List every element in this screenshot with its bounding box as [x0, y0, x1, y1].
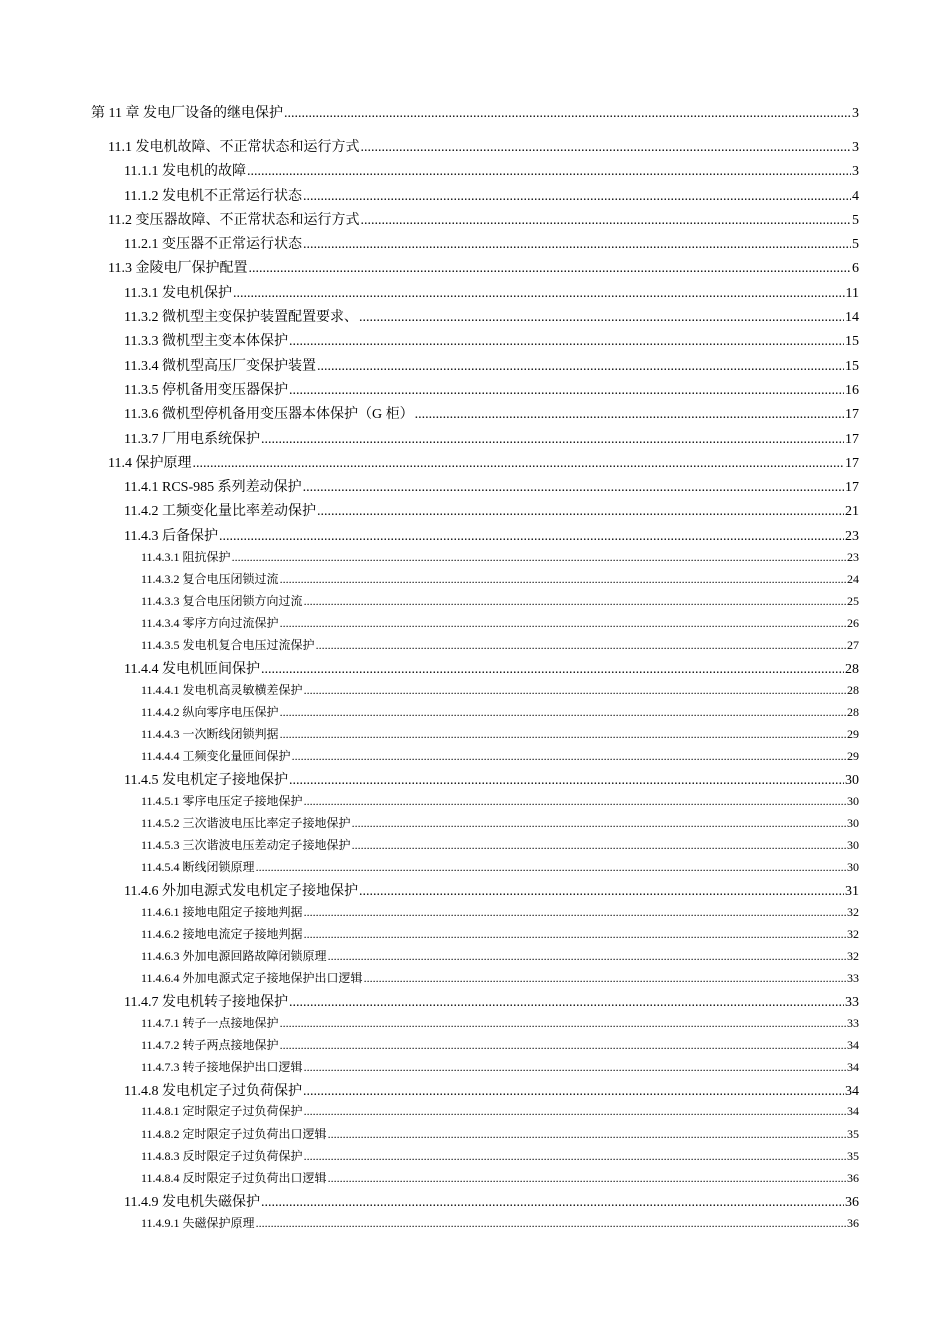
toc-entry-title: 11.4.8.2 定时限定子过负荷出口逻辑 [141, 1127, 327, 1141]
toc-entry[interactable] [141, 969, 859, 986]
toc-entry-page-number: 6 [852, 261, 859, 276]
dot-leader [304, 683, 846, 698]
toc-entry[interactable] [141, 1036, 859, 1053]
toc-entry-page-number: 25 [847, 594, 859, 608]
dot-leader [328, 1171, 846, 1186]
toc-entry-page-number: 30 [847, 860, 859, 874]
toc-entry[interactable] [141, 1147, 859, 1164]
toc-entry-title: 11.4.8.4 反时限定子过负荷出口逻辑 [141, 1171, 327, 1185]
toc-entry[interactable] [108, 136, 859, 156]
toc-entry-title: 11.4.5.3 三次谐波电压差动定子接地保护 [141, 838, 351, 852]
toc-entry[interactable] [124, 306, 859, 326]
dot-leader [256, 1216, 846, 1231]
toc-entry-page-number: 31 [845, 884, 859, 899]
toc-entry-page-number: 28 [847, 705, 859, 719]
toc-entry[interactable] [124, 379, 859, 399]
dot-leader [360, 213, 851, 229]
toc-entry[interactable] [124, 160, 859, 180]
toc-entry[interactable] [124, 233, 859, 253]
toc-entry[interactable] [141, 947, 859, 964]
dot-leader [280, 727, 846, 742]
dot-leader [359, 310, 844, 326]
dot-leader [247, 164, 851, 180]
dot-leader [304, 1104, 846, 1119]
toc-entry-page-number: 15 [845, 359, 859, 374]
toc-entry-title: 11.4.4.2 纵向零序电压保护 [141, 705, 279, 719]
toc-entry-page-number: 34 [847, 1060, 859, 1074]
toc-entry-page-number: 4 [852, 189, 859, 204]
toc-entry[interactable] [124, 991, 859, 1011]
toc-entry-title: 11.4.5 发电机定子接地保护 [124, 773, 288, 788]
toc-entry[interactable] [141, 703, 859, 720]
dot-leader [292, 749, 846, 764]
dot-leader [303, 189, 851, 205]
toc-entry-page-number: 14 [845, 310, 859, 325]
toc-entry-page-number: 17 [845, 407, 859, 422]
toc-entry-title: 11.4.9.1 失磁保护原理 [141, 1216, 255, 1230]
toc-entry-page-number: 32 [847, 927, 859, 941]
toc-entry-title: 11.4.7 发电机转子接地保护 [124, 995, 288, 1010]
dot-leader [304, 594, 846, 609]
toc-entry-title: 11.4.4 发电机匝间保护 [124, 662, 260, 677]
dot-leader [233, 286, 845, 302]
toc-entry-page-number: 17 [845, 432, 859, 447]
toc-entry[interactable] [124, 658, 859, 678]
dot-leader [303, 237, 851, 253]
toc-entry[interactable] [141, 636, 859, 653]
toc-entry[interactable] [141, 1125, 859, 1142]
toc-entry-page-number: 32 [847, 905, 859, 919]
dot-leader [280, 572, 846, 587]
toc-entry[interactable] [141, 592, 859, 609]
dot-leader [317, 359, 844, 375]
dot-leader [280, 1016, 846, 1031]
dot-leader [352, 838, 846, 853]
toc-entry-page-number: 24 [847, 572, 859, 586]
toc-entry-page-number: 34 [845, 1084, 859, 1099]
toc-entry-page-number: 16 [845, 383, 859, 398]
toc-entry[interactable] [124, 525, 859, 545]
toc-entry[interactable] [108, 257, 859, 277]
toc-entry-page-number: 34 [847, 1038, 859, 1052]
toc-entry-title: 11.4.3.3 复合电压闭锁方向过流 [141, 594, 303, 608]
toc-entry-page-number: 32 [847, 949, 859, 963]
toc-entry-page-number: 3 [852, 140, 859, 155]
toc-entry-page-number: 28 [845, 662, 859, 677]
toc-entry-page-number: 17 [845, 480, 859, 495]
toc-entry-title: 11.2.1 变压器不正常运行状态 [124, 237, 302, 252]
toc-entry[interactable] [124, 282, 859, 302]
toc-entry-page-number: 23 [845, 529, 859, 544]
toc-entry-title: 11.4 保护原理 [108, 456, 192, 471]
dot-leader [328, 949, 846, 964]
dot-leader [248, 261, 851, 277]
toc-entry-page-number: 28 [847, 683, 859, 697]
toc-entry-title: 11.3.7 厂用电系统保护 [124, 432, 260, 447]
toc-entry[interactable] [141, 1014, 859, 1031]
toc-entry-title: 11.2 变压器故障、不正常状态和运行方式 [108, 213, 360, 228]
toc-entry-page-number: 27 [847, 638, 859, 652]
toc-entry-title: 11.3.1 发电机保护 [124, 286, 232, 301]
toc-entry-title: 11.4.4.3 一次断线闭锁判据 [141, 727, 279, 741]
toc-entry[interactable] [141, 614, 859, 631]
toc-entry[interactable] [91, 102, 859, 122]
dot-leader [415, 407, 844, 423]
toc-entry-title: 11.3.3 微机型主变本体保护 [124, 334, 288, 349]
toc-entry-title: 11.4.3.4 零序方向过流保护 [141, 616, 279, 630]
toc-entry-page-number: 33 [847, 1016, 859, 1030]
toc-entry-page-number: 5 [852, 237, 859, 252]
toc-entry-page-number: 36 [847, 1216, 859, 1230]
dot-leader [289, 334, 844, 350]
toc-entry-title: 11.4.5.4 断线闭锁原理 [141, 860, 255, 874]
dot-leader [359, 884, 844, 900]
toc-entry-title: 11.4.7.1 转子一点接地保护 [141, 1016, 279, 1030]
dot-leader [352, 816, 846, 831]
toc-entry-title: 11.4.5.2 三次谐波电压比率定子接地保护 [141, 816, 351, 830]
toc-entry[interactable] [108, 452, 859, 472]
dot-leader [304, 927, 846, 942]
toc-entry-page-number: 36 [847, 1171, 859, 1185]
toc-entry-page-number: 30 [845, 773, 859, 788]
toc-entry-page-number: 34 [847, 1104, 859, 1118]
toc-entry-page-number: 33 [845, 995, 859, 1010]
toc-entry-title: 11.4.3.2 复合电压闭锁过流 [141, 572, 279, 586]
dot-leader [289, 773, 844, 789]
toc-entry[interactable] [124, 185, 859, 205]
toc-entry[interactable] [141, 681, 859, 698]
dot-leader [232, 550, 846, 565]
toc-entry-title: 11.4.8.3 反时限定子过负荷保护 [141, 1149, 303, 1163]
dot-leader [261, 432, 844, 448]
toc-entry-title: 11.4.6 外加电源式发电机定子接地保护 [124, 884, 358, 899]
toc-entry-title: 第 11 章 发电厂设备的继电保护 [91, 106, 283, 121]
toc-entry-title: 11.1.2 发电机不正常运行状态 [124, 189, 302, 204]
toc-entry[interactable] [108, 209, 859, 229]
dot-leader [284, 106, 851, 122]
toc-entry-title: 11.4.2 工频变化量比率差动保护 [124, 504, 316, 519]
toc-entry-title: 11.4.6.2 接地电流定子接地判据 [141, 927, 303, 941]
toc-entry[interactable] [141, 925, 859, 942]
dot-leader [261, 662, 844, 678]
toc-entry-title: 11.4.7.3 转子接地保护出口逻辑 [141, 1060, 303, 1074]
toc-entry-title: 11.4.9 发电机失磁保护 [124, 1195, 260, 1210]
toc-entry-title: 11.3.2 微机型主变保护装置配置要求、 [124, 310, 358, 325]
dot-leader [289, 995, 844, 1011]
toc-entry-title: 11.3.6 微机型停机备用变压器本体保护（G 柜） [124, 407, 414, 422]
toc-entry[interactable] [124, 330, 859, 350]
toc-entry-title: 11.3.5 停机备用变压器保护 [124, 383, 288, 398]
toc-entry-page-number: 3 [852, 106, 859, 121]
toc-entry-title: 11.3 金陵电厂保护配置 [108, 261, 248, 276]
toc-entry-page-number: 11 [845, 286, 859, 301]
toc-entry[interactable] [141, 548, 859, 565]
toc-entry[interactable] [124, 500, 859, 520]
dot-leader [316, 638, 846, 653]
toc-entry-title: 11.4.8 发电机定子过负荷保护 [124, 1084, 302, 1099]
toc-entry-page-number: 21 [845, 504, 859, 519]
toc-entry-title: 11.3.4 微机型高压厂变保护装置 [124, 359, 316, 374]
dot-leader [360, 140, 851, 156]
toc-entry[interactable] [141, 725, 859, 742]
dot-leader [304, 1060, 846, 1075]
toc-entry-page-number: 35 [847, 1149, 859, 1163]
toc-entry-title: 11.4.3.1 阻抗保护 [141, 550, 231, 564]
dot-leader [364, 971, 846, 986]
toc-entry-title: 11.1.1 发电机的故障 [124, 164, 246, 179]
toc-entry[interactable] [124, 880, 859, 900]
toc-entry-title: 11.4.8.1 定时限定子过负荷保护 [141, 1104, 303, 1118]
toc-entry-page-number: 3 [852, 164, 859, 179]
toc-entry[interactable] [141, 747, 859, 764]
dot-leader [256, 860, 846, 875]
toc-entry[interactable] [124, 769, 859, 789]
dot-leader [317, 504, 844, 520]
toc-entry-title: 11.4.3 后备保护 [124, 529, 218, 544]
toc-entry-page-number: 30 [847, 816, 859, 830]
toc-entry[interactable] [124, 1191, 859, 1211]
toc-entry-page-number: 33 [847, 971, 859, 985]
dot-leader [304, 905, 846, 920]
toc-entry-title: 11.4.1 RCS-985 系列差动保护 [124, 480, 302, 495]
toc-entry-page-number: 29 [847, 749, 859, 763]
toc-entry[interactable] [141, 570, 859, 587]
toc-entry[interactable] [141, 814, 859, 831]
toc-entry-page-number: 5 [852, 213, 859, 228]
toc-entry[interactable] [141, 1169, 859, 1186]
toc-entry-title: 11.4.4.1 发电机高灵敏横差保护 [141, 683, 303, 697]
dot-leader [280, 1038, 846, 1053]
dot-leader [261, 1195, 844, 1211]
toc-entry-title: 11.4.4.4 工频变化量匝间保护 [141, 749, 291, 763]
dot-leader [280, 705, 846, 720]
dot-leader [303, 1084, 844, 1100]
toc-entry[interactable] [124, 403, 859, 423]
toc-entry[interactable] [141, 1102, 859, 1119]
toc-entry-title: 11.4.5.1 零序电压定子接地保护 [141, 794, 303, 808]
dot-leader [303, 480, 844, 496]
dot-leader [289, 383, 844, 399]
toc-entry-title: 11.4.6.3 外加电源回路故障闭锁原理 [141, 949, 327, 963]
dot-leader [328, 1127, 846, 1142]
toc-entry[interactable] [141, 858, 859, 875]
toc-entry[interactable] [124, 428, 859, 448]
toc-entry[interactable] [141, 836, 859, 853]
dot-leader [280, 616, 846, 631]
toc-entry-page-number: 35 [847, 1127, 859, 1141]
toc-entry[interactable] [141, 903, 859, 920]
toc-entry[interactable] [141, 1058, 859, 1075]
toc-entry-page-number: 36 [845, 1195, 859, 1210]
toc-entry-page-number: 26 [847, 616, 859, 630]
toc-entry-page-number: 29 [847, 727, 859, 741]
dot-leader [304, 1149, 846, 1164]
toc-entry-title: 11.4.3.5 发电机复合电压过流保护 [141, 638, 315, 652]
dot-leader [219, 529, 844, 545]
toc-entry-page-number: 30 [847, 838, 859, 852]
toc-entry[interactable] [141, 792, 859, 809]
toc-entry-page-number: 15 [845, 334, 859, 349]
toc-entry-title: 11.1 发电机故障、不正常状态和运行方式 [108, 140, 360, 155]
toc-entry[interactable] [124, 476, 859, 496]
toc-entry-page-number: 30 [847, 794, 859, 808]
dot-leader [192, 456, 844, 472]
toc-entry-title: 11.4.6.4 外加电源式定子接地保护出口逻辑 [141, 971, 363, 985]
toc-entry-page-number: 23 [847, 550, 859, 564]
toc-entry[interactable] [124, 355, 859, 375]
dot-leader [304, 794, 846, 809]
toc-entry[interactable] [141, 1214, 859, 1231]
toc-entry-page-number: 17 [845, 456, 859, 471]
toc-entry-title: 11.4.7.2 转子两点接地保护 [141, 1038, 279, 1052]
toc-entry-title: 11.4.6.1 接地电阻定子接地判据 [141, 905, 303, 919]
toc-entry[interactable] [124, 1080, 859, 1100]
